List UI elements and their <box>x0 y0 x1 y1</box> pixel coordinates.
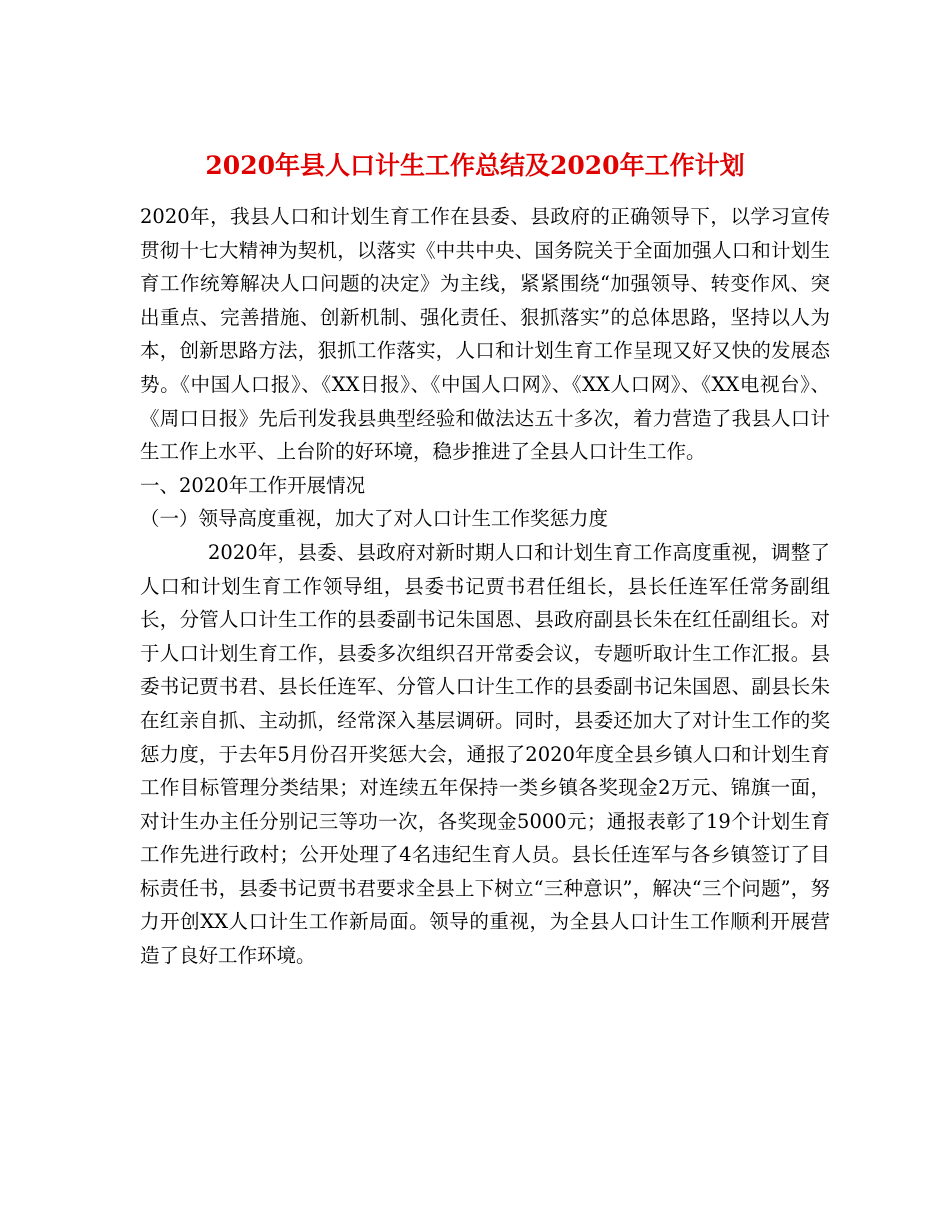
subsection-heading-1: （一）领导高度重视，加大了对人口计生工作奖惩力度 <box>140 507 609 531</box>
body-paragraph-1: 2020年，县委、县政府对新时期人口和计划生育工作高度重视，调整了人口和计划生育工作领导组，县委书记贾书君任组长，县长任连军任常务副组长，分管人口计生工作的县委副书记朱国恩、县政府副县长朱在红任副组长。对于人口计划生育工作，县委多次组织召开常委会议，专题听取计生工作汇报。县委书记贾书君、县长任连军、分管人口计生工作的县委副书记朱国恩、副县长朱在红亲自抓、主动抓，经常深入基层调研。同时，县委还加大了对计生工作的奖惩力度，于去年5月份召开奖惩大会，通报了2020年度全县乡镇人口和计划生育工作目标管理分类结果；对连续五年保持一类乡镇各奖现金2万元、锦旗一面，对计生办主任分别记三等功一次，各奖现金5000元；通报表彰了19个计划生育工作先进行政村；公开处理了4名违纪生育人员。县长任连军与各乡镇签订了目标责任书，县委书记贾书君要求全县上下树立“三种意识”，解决“三个问题”，努力开创XX人口计生工作新局面。领导的重视，为全县人口计生工作顺利开展营造了良好工作环境。 <box>140 540 830 968</box>
document-title: 2020年县人口计生工作总结及2020年工作计划 <box>205 150 745 180</box>
document-body <box>140 200 830 973</box>
intro-paragraph: 2020年，我县人口和计划生育工作在县委、县政府的正确领导下，以学习宣传贯彻十七大精神为契机，以落实《中共中央、国务院关于全面加强人口和计划生育工作统筹解决人口问题的决定》为主线，紧紧围绕“加强领导、转变作风、突出重点、完善措施、创新机制、强化责任、狠抓落实”的总体思路，坚持以人为本，创新思路方法，狠抓工作落实，人口和计划生育工作呈现又好又快的发展态势。《中国人口报》、《XX日报》、《中国人口网》、《XX人口网》、《XX电视台》、《周口日报》先后刊发我县典型经验和做法达五十多次，着力营造了我县人口计生工作上水平、上台阶的好环境，稳步推进了全县人口计生工作。 <box>140 205 830 464</box>
section-heading-1: 一、2020年工作开展情况 <box>140 473 366 497</box>
